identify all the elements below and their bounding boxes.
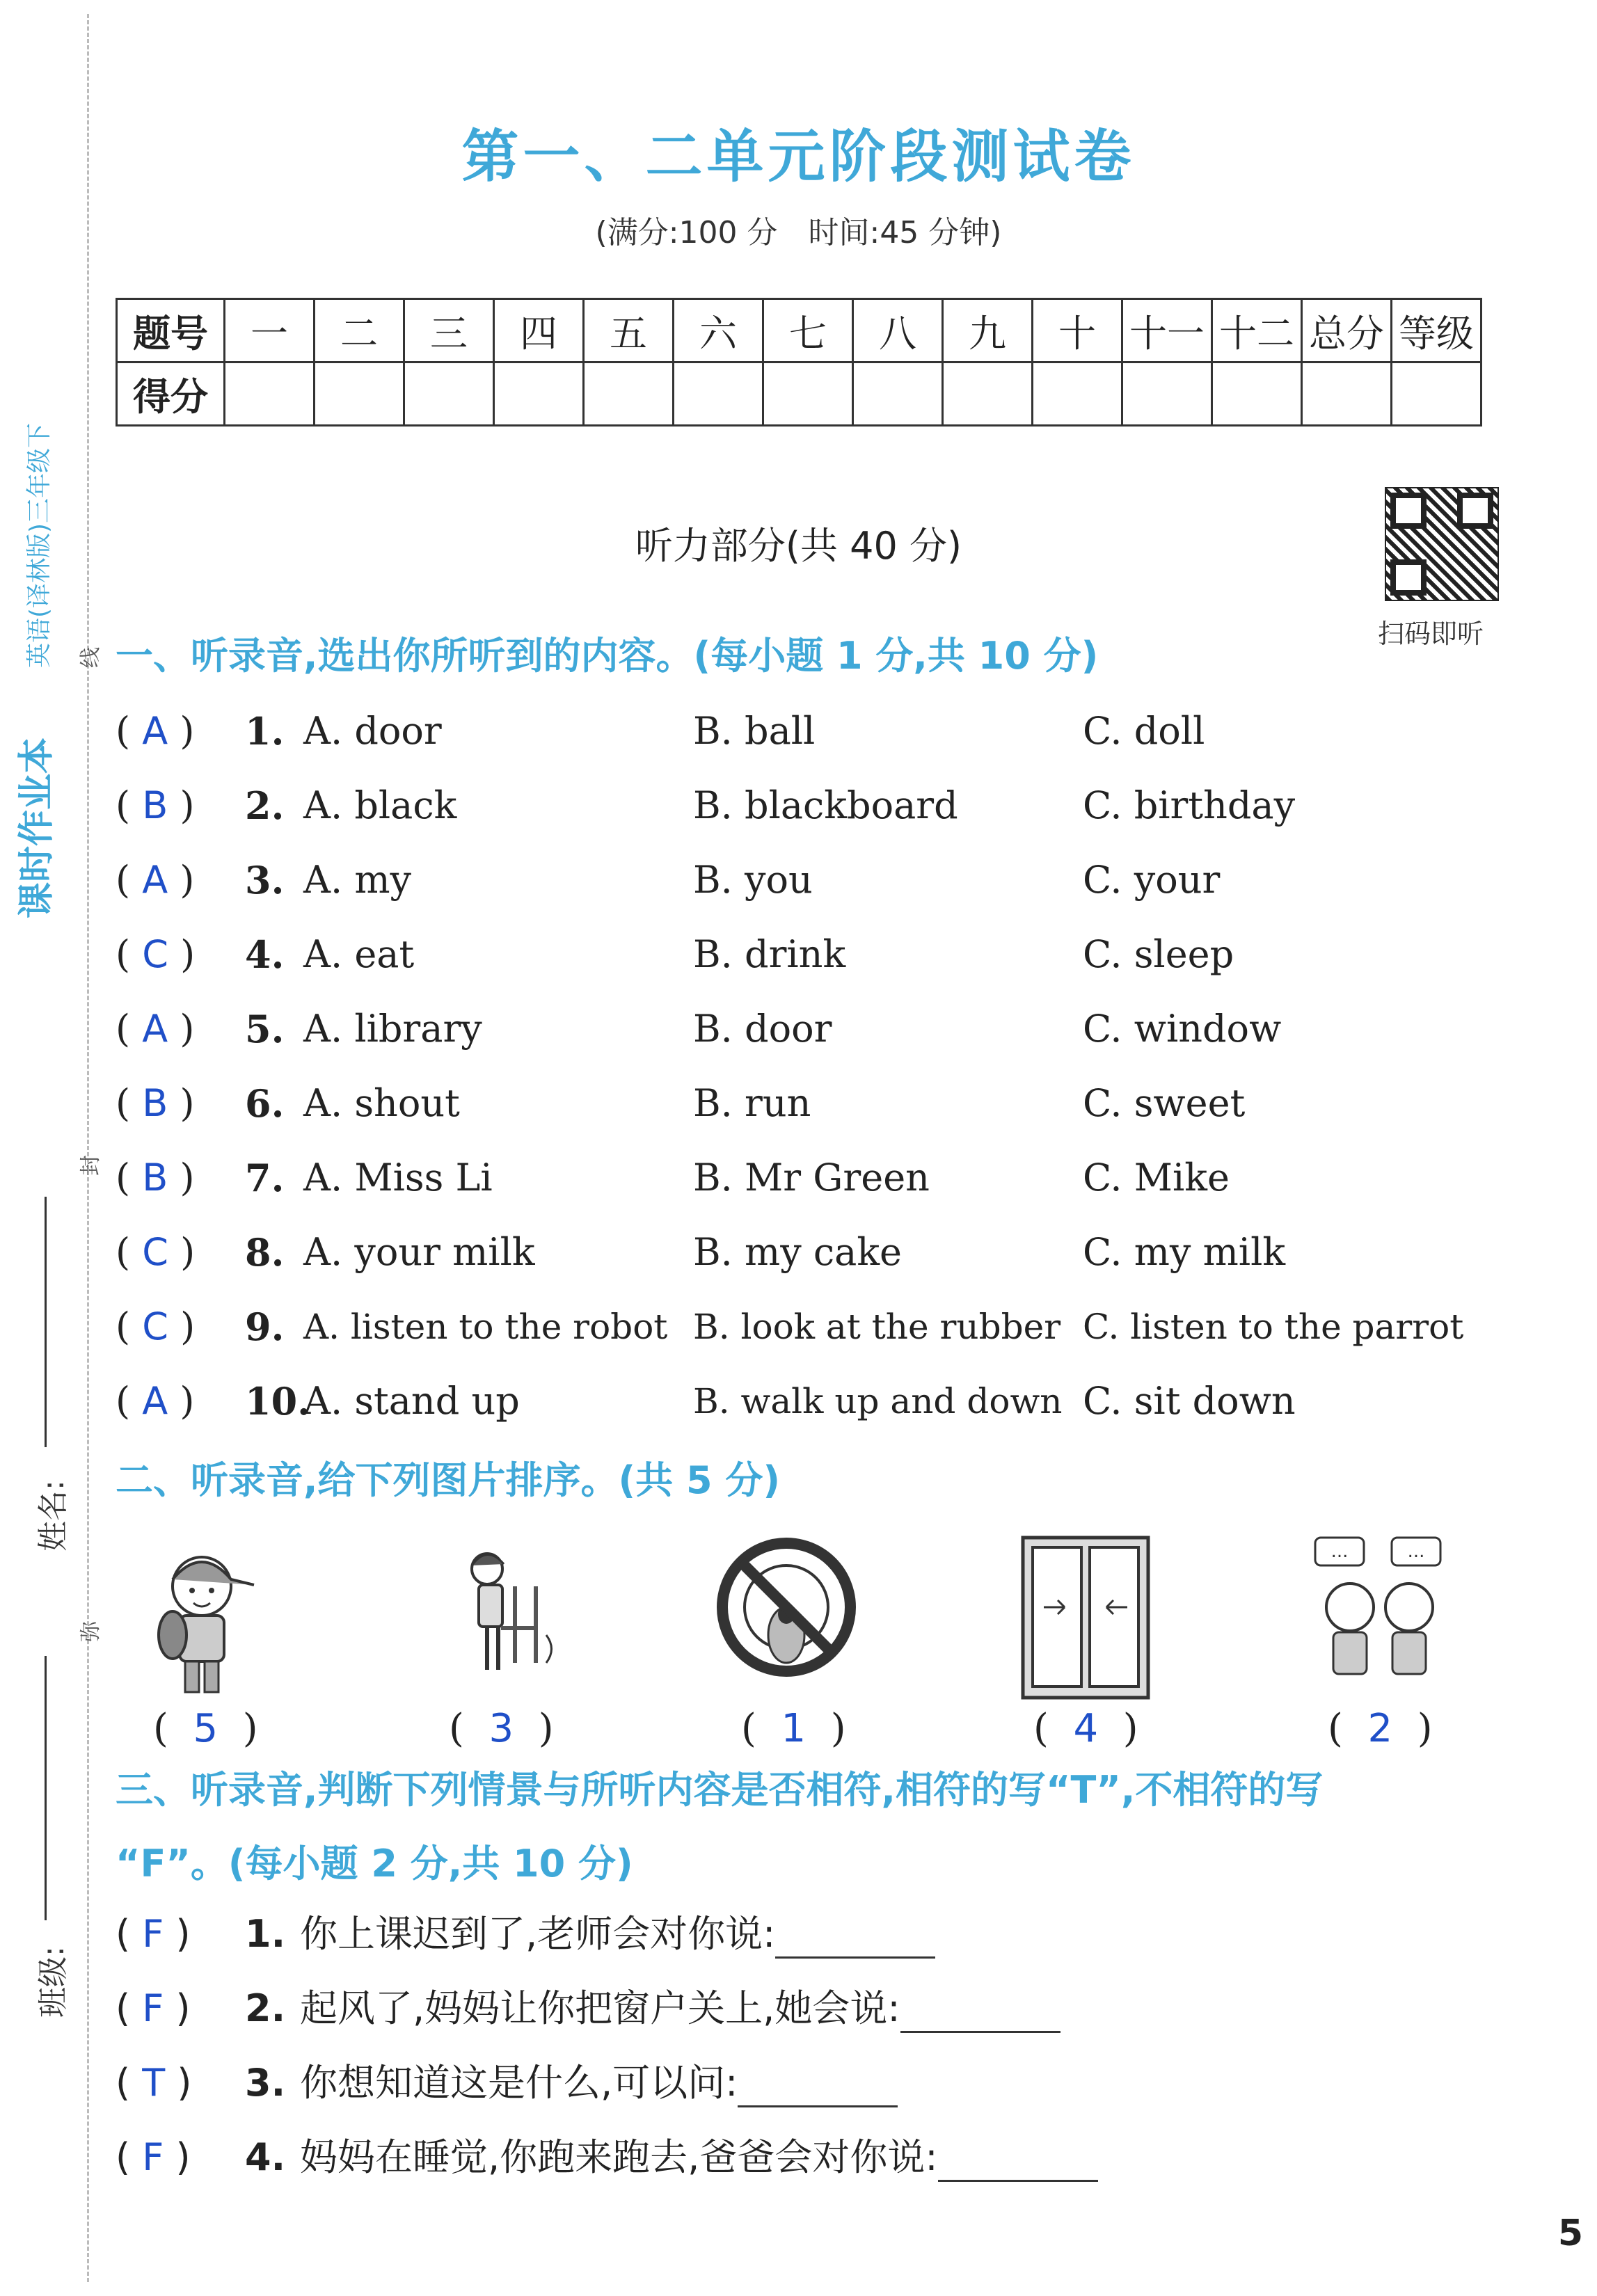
score-table-header-row <box>117 299 1481 362</box>
score-cell[interactable] <box>315 362 404 426</box>
speech-bubble-text: ... <box>1330 1541 1349 1562</box>
question-row: ( B ) 7. A. Miss Li B. Mr Green C. Mike <box>116 1154 248 1202</box>
option-c: C. sleep <box>1083 932 1234 976</box>
answer-slot[interactable]: ( C ) <box>116 932 196 976</box>
judge-text: 你想知道这是什么,可以问: <box>300 2061 738 2105</box>
score-table-label: 题号 <box>117 299 225 362</box>
judge-row: ( F ) 4. 妈妈在睡觉,你跑来跑去,爸爸会对你说: <box>116 2133 248 2182</box>
section2-heading: 二、听录音,给下列图片排序。(共 5 分) <box>116 1458 781 1502</box>
score-cell[interactable] <box>1122 362 1212 426</box>
question-row: ( A ) 5. A. library B. door C. window <box>116 1005 248 1053</box>
section1-heading: 一、听录音,选出你所听到的内容。(每小题 1 分,共 10 分) <box>116 634 1099 678</box>
score-col: 总分 <box>1302 299 1392 362</box>
speech-bubble-text: ... <box>1407 1541 1425 1562</box>
score-cell[interactable] <box>584 362 674 426</box>
section3-heading-line2: “F”。(每小题 2 分,共 10 分) <box>116 1842 633 1886</box>
score-table <box>116 298 1482 426</box>
score-row-label: 得分 <box>117 362 225 426</box>
score-cell[interactable] <box>494 362 584 426</box>
judge-row: ( T ) 3. 你想知道这是什么,可以问: <box>116 2059 248 2107</box>
option-b: B. run <box>693 1081 811 1125</box>
answer-blank[interactable] <box>738 2069 898 2107</box>
score-col: 三 <box>404 299 494 362</box>
score-col: 七 <box>763 299 853 362</box>
option-a: A. Miss Li <box>303 1156 493 1199</box>
answer-slot[interactable]: ( B ) <box>116 783 195 827</box>
score-col: 二 <box>315 299 404 362</box>
option-a: A. my <box>303 858 412 902</box>
option-b: B. drink <box>693 932 846 976</box>
question-row: ( B ) 2. A. black B. blackboard C. birthday <box>116 781 248 830</box>
option-b: B. walk up and down <box>693 1381 1063 1421</box>
boy-with-backpack-picture <box>132 1531 271 1705</box>
margin-mark-seal: 封 <box>79 1155 103 1176</box>
option-a: A. eat <box>303 932 415 976</box>
score-col: 一 <box>225 299 315 362</box>
margin-mark-line: 线 <box>79 647 103 668</box>
brand-label: 课时作业本 <box>16 737 58 918</box>
answer-slot[interactable]: ( A ) <box>116 709 195 753</box>
binding-dashed-line <box>87 14 89 2282</box>
score-cell[interactable] <box>1302 362 1392 426</box>
answer-blank[interactable] <box>775 1920 935 1959</box>
page-subtitle: (满分:100 分 时间:45 分钟) <box>595 215 1002 250</box>
option-b: B. Mr Green <box>693 1156 930 1199</box>
answer-slot[interactable]: ( A ) <box>116 1379 195 1423</box>
order-slot[interactable]: ( 5 ) <box>153 1706 258 1751</box>
answer-slot[interactable]: ( T ) <box>116 2061 192 2105</box>
score-col: 四 <box>494 299 584 362</box>
score-cell[interactable] <box>404 362 494 426</box>
answer-slot[interactable]: ( A ) <box>116 858 195 902</box>
score-col: 十二 <box>1212 299 1302 362</box>
order-slot[interactable]: ( 1 ) <box>741 1706 846 1751</box>
answer-slot[interactable]: ( B ) <box>116 1081 195 1125</box>
edition-label: 英语(译林版)三年级下 <box>25 422 54 668</box>
option-c: C. window <box>1083 1007 1282 1051</box>
question-row: ( B ) 6. A. shout B. run C. sweet <box>116 1079 248 1128</box>
score-cell[interactable] <box>1033 362 1122 426</box>
order-slot[interactable]: ( 2 ) <box>1328 1706 1433 1751</box>
answer-slot[interactable]: ( B ) <box>116 1156 195 1199</box>
question-row: ( C ) 8. A. your milk B. my cake C. my milk <box>116 1228 248 1277</box>
option-c: C. sweet <box>1083 1081 1246 1125</box>
margin-mark-secret: 弥 <box>79 1621 103 1642</box>
score-cell[interactable] <box>225 362 315 426</box>
option-a: A. library <box>303 1007 482 1051</box>
option-c: C. Mike <box>1083 1156 1230 1199</box>
score-col: 十一 <box>1122 299 1212 362</box>
page-title: 第一、二单元阶段测试卷 <box>461 124 1136 190</box>
judge-text: 你上课迟到了,老师会对你说: <box>300 1912 776 1956</box>
option-a: A. your milk <box>303 1230 535 1274</box>
class-label: 班级: <box>35 1946 71 2018</box>
answer-slot[interactable]: ( F ) <box>116 2135 191 2179</box>
answer-slot[interactable]: ( A ) <box>116 1007 195 1051</box>
name-label: 姓名: <box>35 1480 71 1552</box>
order-slot[interactable]: ( 3 ) <box>449 1706 554 1751</box>
question-row: ( A ) 3. A. my B. you C. your <box>116 856 248 904</box>
option-c: C. sit down <box>1083 1379 1296 1423</box>
option-b: B. you <box>693 858 813 902</box>
listening-part-title: 听力部分(共 40 分) <box>635 524 962 568</box>
score-col: 八 <box>853 299 943 362</box>
score-col: 十 <box>1033 299 1122 362</box>
option-b: B. look at the rubber <box>693 1307 1061 1347</box>
score-col: 九 <box>943 299 1033 362</box>
window-picture <box>1016 1531 1155 1705</box>
option-a: A. door <box>303 709 442 753</box>
option-b: B. door <box>693 1007 832 1051</box>
score-table-score-row <box>117 362 1481 426</box>
girl-sitting-down-picture <box>431 1531 571 1705</box>
answer-slot[interactable]: ( C ) <box>116 1305 196 1348</box>
judge-text: 起风了,妈妈让你把窗户关上,她会说: <box>300 1986 900 2030</box>
option-b: B. ball <box>693 709 816 753</box>
answer-slot[interactable]: ( F ) <box>116 1986 191 2030</box>
score-cell[interactable] <box>1212 362 1302 426</box>
option-c: C. doll <box>1083 709 1205 753</box>
question-row: ( C ) 9. A. listen to the robot B. look at the rubber C. listen to the parrot <box>116 1302 248 1351</box>
option-c: C. listen to the parrot <box>1083 1307 1464 1347</box>
score-cell[interactable] <box>1392 362 1481 426</box>
judge-text: 妈妈在睡觉,你跑来跑去,爸爸会对你说: <box>300 2135 938 2179</box>
page-number: 5 <box>1557 2213 1583 2254</box>
score-col: 等级 <box>1392 299 1481 362</box>
judge-row: ( F ) 2. 起风了,妈妈让你把窗户关上,她会说: <box>116 1984 248 2033</box>
judge-row: ( F ) 1. 你上课迟到了,老师会对你说: <box>116 1910 248 1959</box>
two-children-talking-picture <box>1308 1531 1447 1705</box>
score-col: 五 <box>584 299 674 362</box>
no-shouting-sign-picture <box>717 1531 856 1705</box>
score-cell[interactable] <box>674 362 763 426</box>
score-cell[interactable] <box>943 362 1033 426</box>
option-a: A. shout <box>303 1081 460 1125</box>
option-a: A. black <box>303 783 457 827</box>
order-slot[interactable]: ( 4 ) <box>1033 1706 1138 1751</box>
qr-code-icon[interactable] <box>1385 487 1499 601</box>
question-row: ( C ) 4. A. eat B. drink C. sleep <box>116 930 248 979</box>
score-cell[interactable] <box>763 362 853 426</box>
answer-blank[interactable] <box>938 2144 1098 2182</box>
option-b: B. blackboard <box>693 783 958 827</box>
option-c: C. birthday <box>1083 783 1296 827</box>
class-field[interactable] <box>45 1656 47 1920</box>
option-c: C. your <box>1083 858 1221 902</box>
answer-blank[interactable] <box>900 1995 1060 2033</box>
question-row: ( A ) 10. A. stand up B. walk up and down C. sit down <box>116 1377 248 1426</box>
score-col: 六 <box>674 299 763 362</box>
answer-slot[interactable]: ( F ) <box>116 1912 191 1956</box>
qr-label: 扫码即听 <box>1378 619 1484 649</box>
option-c: C. my milk <box>1083 1230 1286 1274</box>
option-a: A. listen to the robot <box>303 1307 668 1347</box>
question-row: ( A ) 1. A. door B. ball C. doll <box>116 707 248 756</box>
option-a: A. stand up <box>303 1379 520 1423</box>
name-field[interactable] <box>45 1197 47 1447</box>
option-b: B. my cake <box>693 1230 903 1274</box>
score-cell[interactable] <box>853 362 943 426</box>
section3-heading-line1: 三、听录音,判断下列情景与所听内容是否相符,相符的写“T”,不相符的写 <box>116 1768 1324 1812</box>
answer-slot[interactable]: ( C ) <box>116 1230 196 1274</box>
